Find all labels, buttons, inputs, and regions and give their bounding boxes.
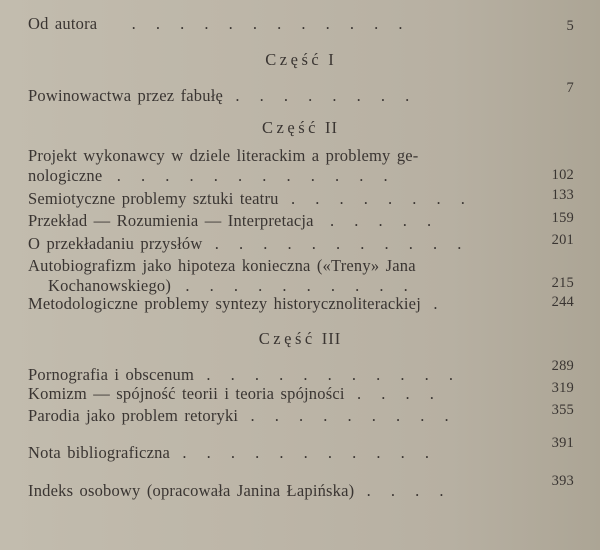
toc-entry-title: Indeks osobowy (opracowała Janina Łapińska) [28,481,355,500]
toc-entry-page: 5 [566,18,574,34]
toc-entry-title: Od autora [28,14,98,33]
leader-dots: . . . . . . . . . . . . [131,14,410,33]
toc-entry-przeklad-przyslow [28,234,574,254]
toc-entry-title: Autobiografizm jako hipoteza konieczna («Treny» Jana [28,256,416,275]
leader-dots: . . . . . . . . [290,189,472,208]
part-heading-numeral: I [328,50,335,69]
toc-entry-title: Pornografia i obscenum [28,365,195,384]
toc-entry-parodia [28,402,574,426]
part-heading-numeral: III [321,329,342,348]
leader-dots: . . . . . [330,211,439,230]
toc-entry-semiotyczne [28,189,574,209]
toc-entry-indeks-osobowy [28,473,574,501]
leader-dots: . . . . . . . . . . [185,276,415,295]
toc-entry-title: Metodologiczne problemy syntezy historycznoliterackiej [28,294,421,313]
leader-dots: . . . . . . . . . [250,406,456,425]
toc-entry-page: 244 [551,294,574,310]
toc-entry-pornografia [28,358,574,385]
toc-entry-page: 7 [566,80,574,96]
leader-dots: . . . . [356,384,441,403]
toc-entry-page: 159 [551,210,574,226]
toc-entry-przeklad [28,211,574,231]
toc-entry-title: Nota bibliograficzna [28,443,171,462]
toc-entry-powinowactwa [28,80,574,106]
toc-entry-page: 391 [551,435,574,451]
toc-entry-title: O przekładaniu przysłów [28,234,203,253]
leader-dots: . . . . . . . . . . . [214,234,469,253]
toc-entry-title: Komizm — spójność teorii i teoria spójności [28,384,345,403]
toc-entry-page: 289 [551,358,574,374]
toc-entry-page: 201 [551,232,574,248]
toc-entry-od-autora [28,14,574,34]
leader-dots: . . . . [366,481,451,500]
toc-entry-title: Przekład — Rozumienia — Interpretacja [28,211,314,230]
toc-entry-metodologiczne [28,294,574,314]
leader-dots: . [433,294,445,313]
part-heading-1 [0,50,600,70]
part-heading-2 [0,118,600,138]
toc-entry-title-continued: nologiczne [28,166,103,185]
toc-entry-page: 133 [551,187,574,203]
toc-entry-autobiografizm [28,256,574,296]
part-heading-label: Część [265,50,323,69]
toc-entry-page: 355 [551,402,574,418]
toc-entry-title-continued: Kochanowskiego) [48,276,172,295]
toc-entry-nota-bibliograficzna [28,435,574,463]
leader-dots: . . . . . . . . . . . [206,365,460,384]
part-heading-label: Część [262,118,319,137]
toc-entry-projekt-wykonawcy [28,146,574,186]
toc-entry-title: Powinowactwa przez fabułę [28,86,224,105]
part-heading-numeral: II [324,118,338,137]
toc-entry-page: 393 [551,473,574,489]
toc-entry-title: Semiotyczne problemy sztuki teatru [28,189,279,208]
toc-entry-page: 102 [551,167,574,183]
part-heading-label: Część [258,329,316,348]
toc-entry-page: 215 [551,275,574,291]
toc-entry-title: Projekt wykonawcy w dziele literackim a problemy ge- [28,146,419,165]
toc-entry-page: 319 [551,380,574,396]
leader-dots: . . . . . . . . . . . [182,443,437,462]
leader-dots: . . . . . . . . . . . . [116,166,395,185]
toc-entry-title: Parodia jako problem retoryki [28,406,239,425]
part-heading-3 [0,329,600,349]
leader-dots: . . . . . . . . [235,86,417,105]
toc-entry-komizm [28,380,574,404]
